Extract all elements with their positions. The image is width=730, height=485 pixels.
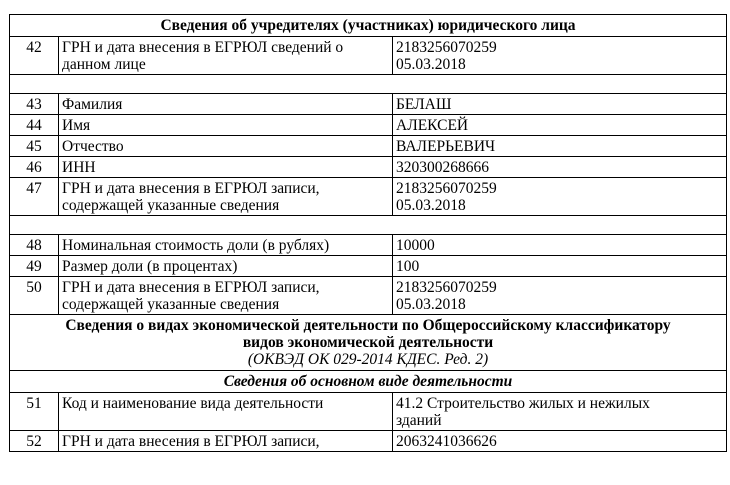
- section-header-founders: [10, 15, 727, 37]
- row-label: Имя: [59, 115, 393, 136]
- row-number: 52: [10, 431, 59, 452]
- section-header-okved: [10, 315, 727, 371]
- section-title: Сведения об основном виде деятельности: [10, 371, 727, 393]
- row-number: 44: [10, 115, 59, 136]
- table-row: [10, 157, 727, 178]
- table-row: [10, 235, 727, 256]
- row-value: ВАЛЕРЬЕВИЧ: [393, 136, 727, 157]
- row-label: ГРН и дата внесения в ЕГРЮЛ записи, содержащей указанные сведения: [59, 178, 393, 216]
- row-value: 2183256070259 05.03.2018: [393, 277, 727, 315]
- row-value: АЛЕКСЕЙ: [393, 115, 727, 136]
- row-label: Номинальная стоимость доли (в рублях): [59, 235, 393, 256]
- row-label: Отчество: [59, 136, 393, 157]
- row-label: ИНН: [59, 157, 393, 178]
- row-number: 45: [10, 136, 59, 157]
- table-row: [10, 393, 727, 431]
- row-number: 50: [10, 277, 59, 315]
- row-number: 46: [10, 157, 59, 178]
- row-label: ГРН и дата внесения в ЕГРЮЛ записи,: [59, 431, 393, 452]
- table-row: [10, 115, 727, 136]
- row-number: 49: [10, 256, 59, 277]
- section-subtitle: (ОКВЭД ОК 029-2014 КДЕС. Ред. 2): [247, 351, 489, 368]
- spacer-row: [10, 75, 727, 94]
- row-label: ГРН и дата внесения в ЕГРЮЛ записи, содержащей указанные сведения: [59, 277, 393, 315]
- section-header-main-activity: [10, 371, 727, 393]
- row-value: 2063241036626: [393, 431, 727, 452]
- row-value: 320300268666: [393, 157, 727, 178]
- row-label: ГРН и дата внесения в ЕГРЮЛ сведений о данном лице: [59, 37, 393, 75]
- table-row: [10, 94, 727, 115]
- table-row: [10, 277, 727, 315]
- table-row: [10, 136, 727, 157]
- row-value: 41.2 Строительство жилых и нежилых зданий: [393, 393, 727, 431]
- spacer-row: [10, 216, 727, 235]
- row-label: Код и наименование вида деятельности: [59, 393, 393, 431]
- row-number: 48: [10, 235, 59, 256]
- row-number: 42: [10, 37, 59, 75]
- table-row: [10, 37, 727, 75]
- row-value: БЕЛАШ: [393, 94, 727, 115]
- row-label: Размер доли (в процентах): [59, 256, 393, 277]
- row-number: 51: [10, 393, 59, 431]
- row-number: 47: [10, 178, 59, 216]
- egrul-extract-table: [9, 14, 727, 452]
- row-number: 43: [10, 94, 59, 115]
- row-label: Фамилия: [59, 94, 393, 115]
- section-title: Сведения о видах экономической деятельности по Общероссийскому классификатору видов экономической деятельности (ОКВЭД ОК 029-2014 КДЕС. Ред. 2): [10, 315, 727, 371]
- row-value: 2183256070259 05.03.2018: [393, 37, 727, 75]
- row-value: 2183256070259 05.03.2018: [393, 178, 727, 216]
- section-title: Сведения об учредителях (участниках) юридического лица: [10, 15, 727, 37]
- table-row: [10, 256, 727, 277]
- table-row: [10, 178, 727, 216]
- table-row: [10, 431, 727, 452]
- row-value: 10000: [393, 235, 727, 256]
- row-value: 100: [393, 256, 727, 277]
